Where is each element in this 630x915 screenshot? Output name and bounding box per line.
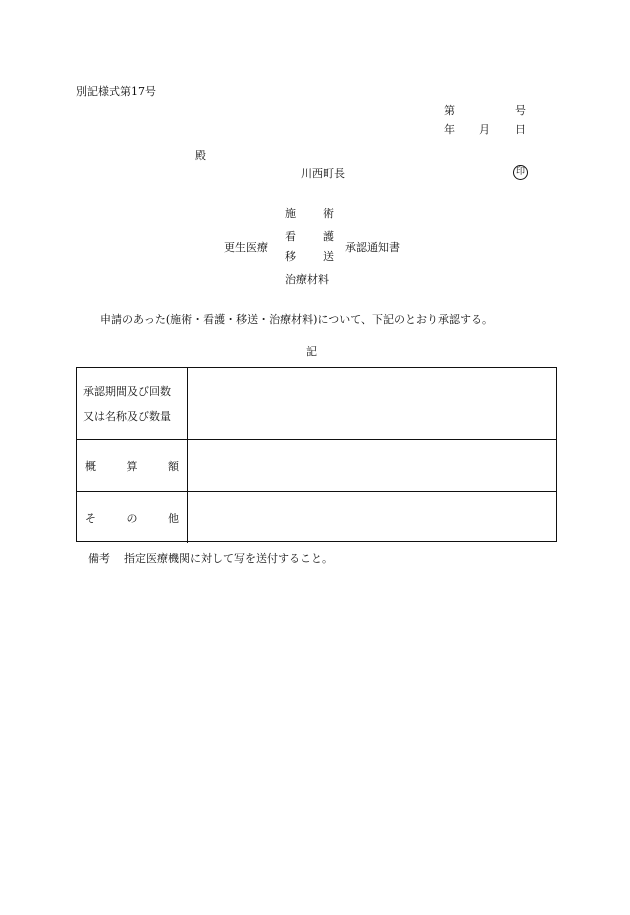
addressee-honorific: 殿 (195, 149, 206, 162)
body-text: 申請のあった(施術・看護・移送・治療材料)について、下記のとおり承認する。 (100, 313, 494, 326)
remarks-text: 指定医療機関に対して写を送付すること。 (124, 552, 333, 565)
form-number: 別記様式第17号 (76, 85, 156, 98)
issuer-name: 川西町長 (301, 167, 345, 180)
row-value-cell (188, 440, 556, 492)
row-label-char: 他 (168, 511, 179, 525)
row-label (77, 368, 188, 439)
date-year-label: 年 (444, 123, 455, 136)
row-label-char: の (126, 511, 138, 525)
table-row (77, 491, 556, 543)
title-service-option (285, 208, 334, 219)
row-label-char: 概 (85, 460, 96, 473)
table-row (77, 368, 556, 439)
title-service-char: 術 (323, 207, 334, 220)
date-day-label: 日 (515, 123, 526, 136)
ki-heading: 記 (306, 345, 317, 358)
title-service-char: 護 (323, 230, 334, 243)
title-service-char: 治療材料 (285, 273, 329, 286)
title-service-char: 移 (285, 250, 296, 263)
title-prefix: 更生医療 (224, 241, 268, 254)
table-row (77, 439, 556, 492)
issue-number-suffix: 号 (515, 104, 526, 117)
title-service-option (285, 251, 334, 262)
title-service-char: 送 (323, 250, 334, 263)
row-label (77, 492, 188, 543)
row-label-char: 額 (168, 460, 179, 473)
record-table (76, 367, 557, 542)
row-label-char: 算 (126, 460, 138, 473)
issue-number-prefix: 第 (444, 104, 455, 117)
title-service-option (285, 274, 334, 285)
title-suffix: 承認通知書 (345, 241, 400, 254)
row-value-cell (188, 368, 556, 439)
row-label-line: 承認期間及び回数 (83, 385, 171, 398)
row-label-line: 又は名称及び数量 (83, 410, 171, 423)
seal-stamp-mark: 印 (513, 165, 528, 180)
row-label (77, 440, 188, 492)
row-label-char: そ (85, 511, 96, 525)
row-value-cell (188, 492, 556, 543)
remarks-label: 備考 (88, 552, 110, 565)
title-service-option (285, 231, 334, 242)
title-service-char: 施 (285, 207, 296, 220)
title-service-char: 看 (285, 230, 296, 243)
date-month-label: 月 (479, 123, 490, 136)
